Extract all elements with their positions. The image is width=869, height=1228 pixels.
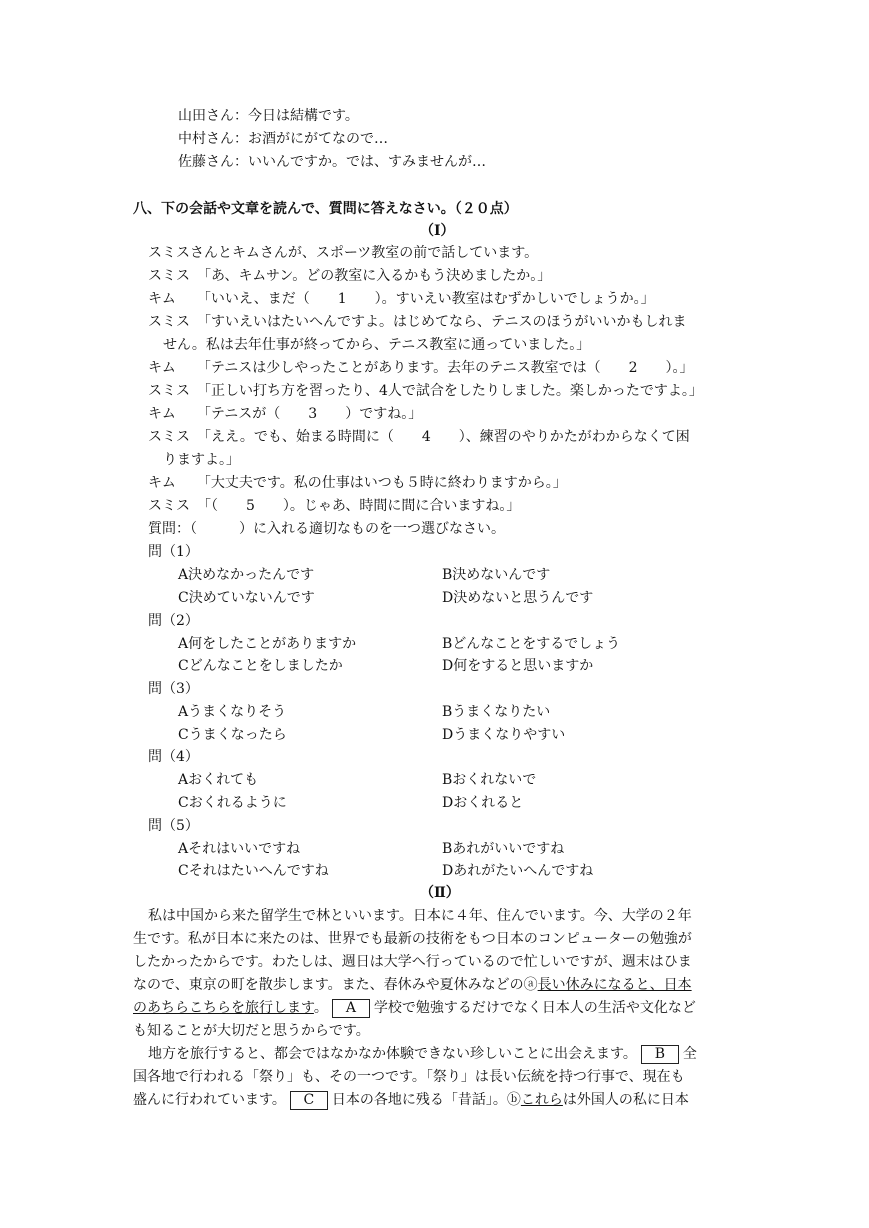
choice-b: Bうまくなりたい — [442, 704, 551, 720]
blank-box-a: A — [332, 999, 370, 1018]
question-label: 問（4） — [148, 749, 199, 765]
intro-line: 佐藤さん：いいんですか。では、すみませんが… — [178, 154, 486, 170]
dialogue-line: キム 「大丈夫です。私の仕事はいつも５時に終わりますから。」 — [148, 475, 567, 491]
part2-label: （Ⅱ） — [420, 885, 460, 901]
part1-label: （Ⅰ） — [420, 223, 455, 239]
choice-a: A決めなかったんです — [178, 567, 315, 583]
section-heading: 八、下の会話や文章を読んで、質問に答えなさい。（２０点） — [133, 201, 518, 217]
passage-line: 国各地で行われる「祭り」も、その一つです。「祭り」は長い伝統を持つ行事で、現在も — [133, 1069, 685, 1085]
passage-text: 日本の各地に残る「昔話」。 — [331, 1092, 507, 1108]
passage-text: 地方を旅行すると、都会ではなかなか体験できない珍しいことに出会えます。 — [148, 1046, 637, 1062]
question-label: 問（5） — [148, 818, 199, 834]
choice-a: Aそれはいいですね — [178, 841, 301, 857]
choice-d: Dおくれると — [442, 795, 524, 811]
choice-d: Dあれがたいへんですね — [442, 863, 594, 879]
choice-c: Cどんなことをしましたか — [178, 658, 343, 674]
blank-box-c: C — [290, 1091, 328, 1110]
passage-text: 盛んに行われています。 — [133, 1092, 286, 1108]
passage-line: も知ることが大切だと思うからです。 — [133, 1023, 370, 1039]
question-label: 問（1） — [148, 544, 199, 560]
passage-text: 学校で勉強するだけでなく日本人の生活や文化など — [373, 1000, 696, 1016]
choice-c: Cそれはたいへんですね — [178, 863, 329, 879]
dialogue-line: スミス 「ええ。でも、始まる時間に（ 4 ）、練習のやりかたがわからなくて困 — [148, 429, 690, 445]
intro-line: 中村さん：お酒がにがてなので… — [178, 131, 388, 147]
passage-line: 私は中国から来た留学生で林といいます。日本に４年、住んでいます。今、大学の２年 — [148, 908, 692, 924]
choice-a: Aうまくなりそう — [178, 704, 287, 720]
choice-c: C決めていないんです — [178, 590, 315, 606]
circled-marker-a: ⓐ — [523, 977, 538, 993]
passage-line — [133, 1089, 689, 1112]
dialogue-line: りますよ。」 — [163, 452, 240, 468]
passage-line — [133, 974, 692, 997]
passage-text: 。 — [313, 1000, 328, 1016]
question-instruction: 質問：（ ）に入れる適切なものを一つ選びなさい。 — [148, 521, 505, 537]
passage-line: 生です。私が日本に来たのは、世界でも最新の技術をもつ日本のコンピューターの勉強が — [133, 931, 692, 947]
dialogue-line: キム 「テニスは少しやったことがあります。去年のテニス教室では（ 2 ）。」 — [148, 360, 694, 376]
question-label: 問（2） — [148, 613, 199, 629]
underlined-phrase-b: これら — [520, 1092, 563, 1108]
choice-c: Cうまくなったら — [178, 727, 287, 743]
choice-a: Aおくれても — [178, 772, 259, 788]
underlined-phrase-a: 長い休みになると、日本 — [537, 977, 692, 993]
passage-text: なので、東京の町を散歩します。また、春休みや夏休みなどの — [133, 977, 524, 993]
choice-b: Bどんなことをするでしょう — [442, 636, 621, 652]
underlined-phrase-a-cont: のあちらこちらを旅行します — [133, 1000, 314, 1016]
dialogue-line: スミス 「あ、キムサン。どの教室に入るかもう決めましたか。」 — [148, 268, 552, 284]
choice-b: Bおくれないで — [442, 772, 537, 788]
passage-line — [148, 1043, 697, 1066]
dialogue-line: せん。私は去年仕事が終ってから、テニス教室に通っていました。」 — [163, 337, 591, 353]
blank-box-b: B — [641, 1045, 679, 1064]
choice-d: D決めないと思うんです — [442, 590, 594, 606]
dialogue-line: スミスさんとキムさんが、スポーツ教室の前で話しています。 — [148, 245, 539, 261]
circled-marker-b: ⓑ — [506, 1092, 521, 1108]
choice-b: Bあれがいいですね — [442, 841, 565, 857]
question-label: 問（3） — [148, 681, 199, 697]
choice-d: Dうまくなりやすい — [442, 727, 566, 743]
dialogue-line: スミス 「（ 5 ）。じゃあ、時間に間に合いますね。」 — [148, 498, 521, 514]
dialogue-line: キム 「テニスが（ 3 ）ですね。」 — [148, 406, 423, 422]
choice-b: B決めないんです — [442, 567, 551, 583]
choice-a: A何をしたことがありますか — [178, 636, 357, 652]
dialogue-line: スミス 「正しい打ち方を習ったり、4人で試合をしたりしました。楽しかったですよ。」 — [148, 383, 703, 399]
choice-c: Cおくれるように — [178, 795, 287, 811]
dialogue-line: キム 「いいえ、まだ（ 1 ）。すいえい教室はむずかしいでしょうか。」 — [148, 291, 655, 307]
passage-text: 全 — [682, 1046, 697, 1062]
passage-line — [133, 997, 696, 1020]
dialogue-line: スミス 「すいえいはたいへんですよ。はじめてなら、テニスのほうがいいかもしれま — [148, 314, 687, 330]
passage-text: は外国人の私に日本 — [562, 1092, 689, 1108]
passage-line: したかったからです。わたしは、週日は大学へ行っているので忙しいですが、週末はひま — [133, 954, 692, 970]
intro-line: 山田さん：今日は結構です。 — [178, 108, 359, 124]
choice-d: D何をすると思いますか — [442, 658, 594, 674]
